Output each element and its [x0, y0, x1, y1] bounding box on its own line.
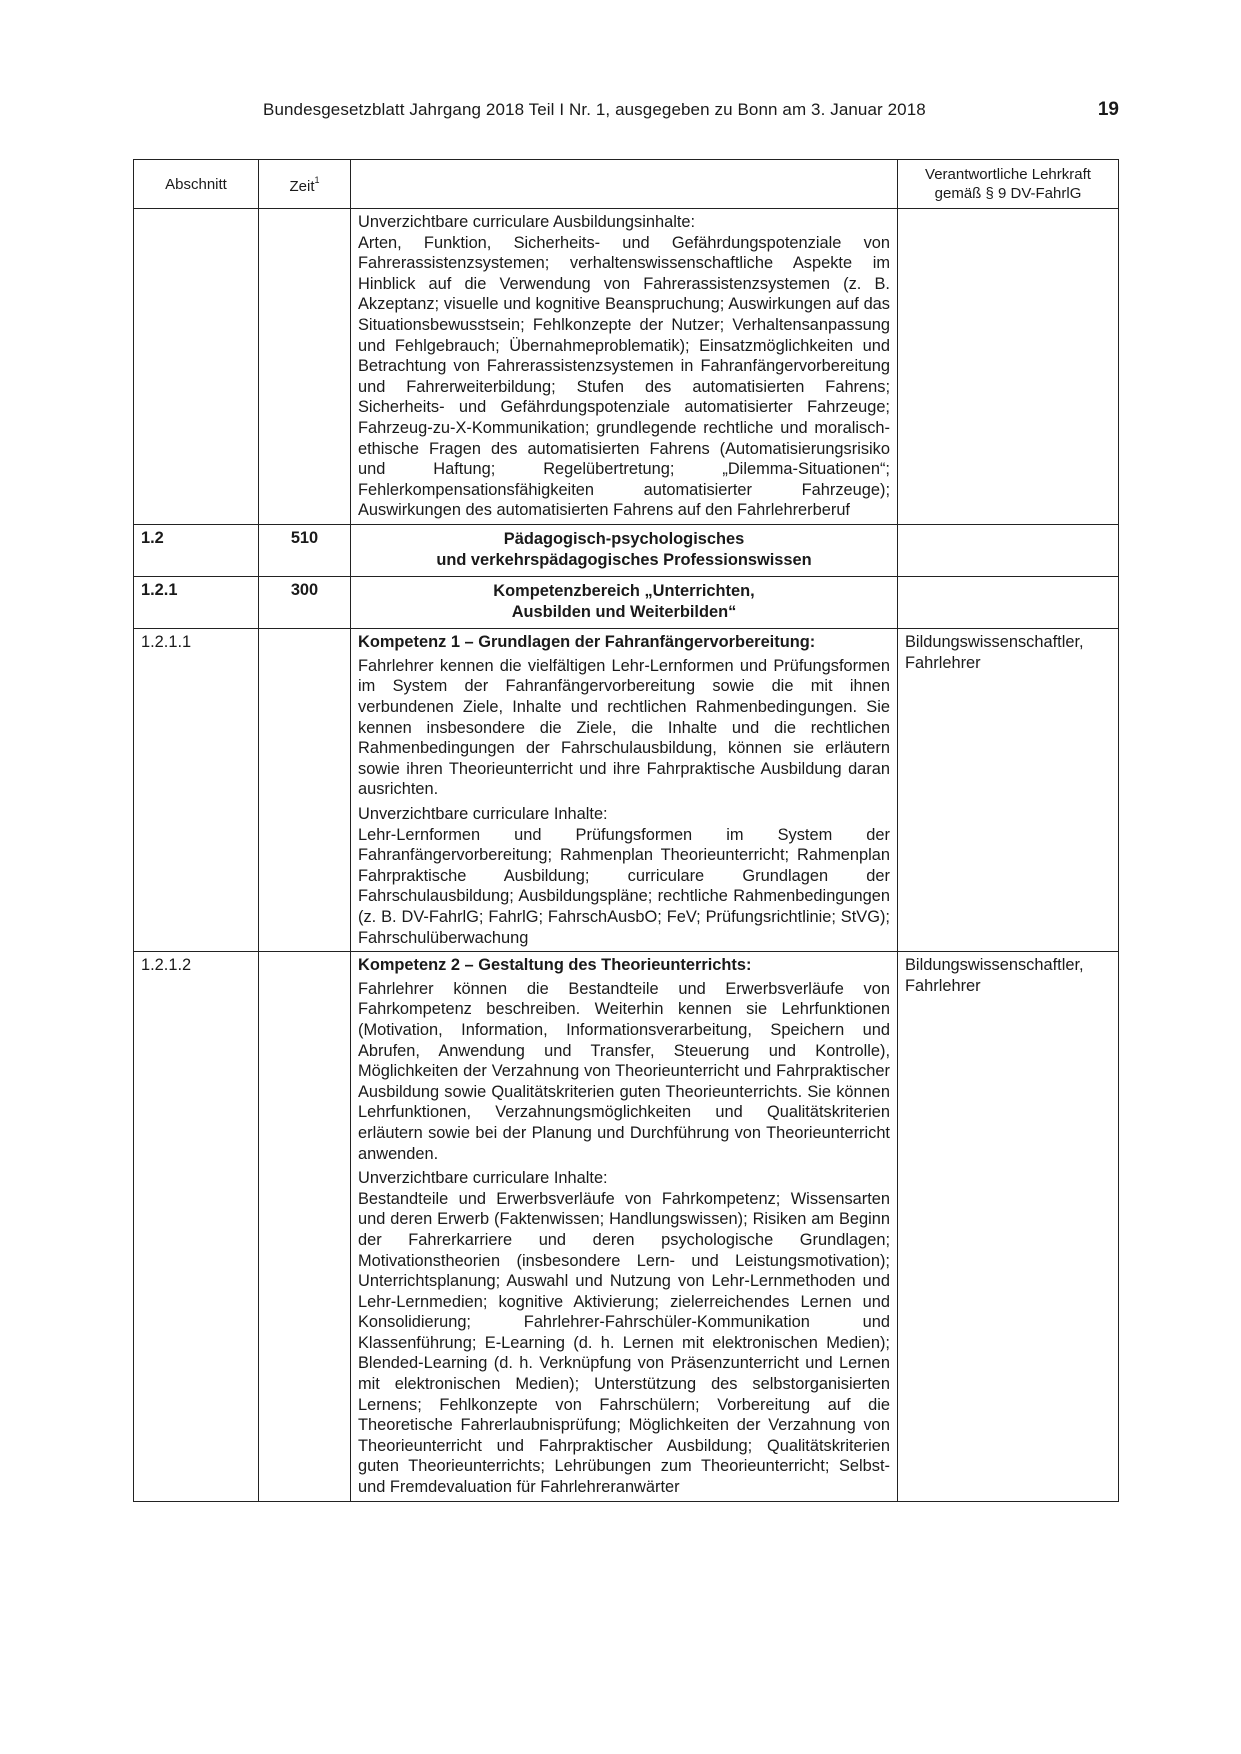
- inhalte-text: Bestandteile und Erwerbsverläufe von Fahrkompetenz; Wissensarten und deren Erwerb (Faktenwissen; Handlungswissen); Risiken am Beginn der Fahrerkarriere und deren psychologische Grundlagen; Motivationstheorien (insbesondere Lern- und Leistungsmotivation); Unterrichtsplanung; Auswahl und Nutzung von Lehr-Lernmethoden und Lehr-Lernmedien; kognitive Aktivierung; zielerreichendes Lernen und Konsolidierung; Fahrlehrer-Fahrschüler-Kommunikation und Klassenführung; E-Learning (d. h. Lernen mit elektronischen Medien); Blended-Learning (d. h. Verknüpfung von Präsenzunterricht und Lernen mit elektronischen Medien); Unterstützung des selbstorganisierten Lernens; Fehlkonzepte von Fahrschülern; Vorbereitung auf die Theoretische Fahrerlaubnisprüfung; Möglichkeiten der Verzahnung von Theorieunterricht und Fahrpraktischer Ausbildung; Qualitätskriterien guten Theorieunterrichts; Lehrübungen zum Theorieunterricht; Selbst- und Fremdevaluation für Fahrlehreranwärter: [358, 1189, 890, 1497]
- inhalte-intro: Unverzichtbare curriculare Inhalte:: [358, 1169, 608, 1188]
- header-zeit-label: Zeit: [289, 177, 315, 195]
- kompetenz-title: Kompetenz 1 – Grundlagen der Fahranfängervorbereitung:: [358, 633, 816, 652]
- cell-zeit: [259, 952, 351, 1501]
- header-lehrkraft: [898, 160, 1119, 209]
- cell-zeit: 300: [259, 577, 351, 629]
- cell-zeit: [259, 209, 351, 525]
- curriculum-table: [133, 159, 1119, 1502]
- section-heading: [351, 577, 898, 629]
- cell-lehrkraft: [898, 524, 1119, 576]
- lehrkraft-line1: Bildungswissenschaftler,: [905, 633, 1084, 652]
- inhalte-text: Lehr-Lernformen und Prüfungsformen im System der Fahranfängervorbereitung; Rahmenplan Theorieunterricht; Rahmenplan Fahrpraktische Ausbildung; curriculare Grundlagen der Fahrschulausbildung; Ausbildungspläne; rechtliche Rahmenbedingungen (z. B. DV-FahrlG; FahrlG; FahrschAusbO; FeV; Prüfungsrichtlinie; StVG); Fahrschulüberwachung: [358, 825, 890, 947]
- cell-inhalt: [351, 952, 898, 1501]
- cell-abschnitt: 1.2.1: [134, 577, 259, 629]
- header-zeit: [259, 160, 351, 209]
- section-heading: [351, 524, 898, 576]
- table-row: [134, 577, 1119, 629]
- table-row: [134, 524, 1119, 576]
- table-header-row: [134, 160, 1119, 209]
- section-heading-line1: Pädagogisch-psychologisches: [503, 529, 745, 548]
- header-lehrkraft-line2: gemäß § 9 DV-FahrlG: [934, 185, 1082, 202]
- inhalte-intro: Unverzichtbare curriculare Inhalte:: [358, 805, 608, 824]
- kompetenz-description: Fahrlehrer können die Bestandteile und Erwerbsverläufe von Fahrkompetenz beschreiben. Weiterhin kennen sie Lehrfunktionen (Motivation, Information, Informationsverarbeitung, Speichern und Abrufen, Anwendung und Transfer, Steuerung und Kontrolle), Möglichkeiten der Verzahnung von Theorieunterricht und Fahrpraktischer Ausbildung sowie Qualitätskriterien guten Theorieunterrichts. Sie können Lehrfunktionen, Verzahnungsmöglichkeiten und Qualitätskriterien erläutern sowie bei der Planung und Durchführung von Theorieunterricht anwenden.: [358, 979, 890, 1163]
- cell-inhalt: [351, 629, 898, 952]
- section-heading-line2: Ausbilden und Weiterbilden“: [511, 602, 737, 621]
- cell-lehrkraft: [898, 209, 1119, 525]
- cell-abschnitt: 1.2.1.1: [134, 629, 259, 952]
- inhalte-intro: Unverzichtbare curriculare Ausbildungsinhalte:: [358, 213, 696, 231]
- cell-abschnitt: 1.2.1.2: [134, 952, 259, 1501]
- cell-abschnitt: 1.2: [134, 524, 259, 576]
- cell-zeit: [259, 629, 351, 952]
- cell-lehrkraft: [898, 577, 1119, 629]
- cell-lehrkraft: [898, 952, 1119, 1501]
- cell-zeit: 510: [259, 524, 351, 576]
- header-lehrkraft-line1: Verantwortliche Lehrkraft: [925, 166, 1091, 183]
- page-header: [133, 100, 1119, 126]
- table-row: [134, 209, 1119, 525]
- lehrkraft-line2: Fahrlehrer: [905, 653, 981, 672]
- cell-inhalt: [351, 209, 898, 525]
- cell-lehrkraft: [898, 629, 1119, 952]
- header-abschnitt: Abschnitt: [134, 160, 259, 209]
- table-row: [134, 952, 1119, 1501]
- section-heading-line1: Kompetenzbereich „Unterrichten,: [493, 582, 755, 601]
- cell-abschnitt: [134, 209, 259, 525]
- footnote-marker: 1: [314, 174, 320, 185]
- table-row: [134, 629, 1119, 952]
- running-title: Bundesgesetzblatt Jahrgang 2018 Teil I Nr. 1, ausgegeben zu Bonn am 3. Januar 2018: [263, 100, 926, 119]
- lehrkraft-line2: Fahrlehrer: [905, 976, 981, 995]
- page-number: 19: [1097, 99, 1119, 120]
- inhalte-text: Arten, Funktion, Sicherheits- und Gefährdungspotenziale von Fahrerassistenzsystemen; verhaltenswissenschaftliche Aspekte im Hinblick auf die Verwendung von Fahrerassistenzsystemen (z. B. Akzeptanz; visuelle und kognitive Beanspruchung; Auswirkungen auf das Situationsbewusstsein; Fehlkonzepte der Nutzer; Verhaltensanpassung und Fehlgebrauch; Übernahmeproblematik); Einsatzmöglichkeiten und Betrachtung von Fahrerassistenzsystemen in Fahranfängervorbereitung und Fahrerweiterbildung; Stufen des automatisierten Fahrens; Sicherheits- und Gefährdungspotenziale automatisierter Fahrzeuge; Fahrzeug-zu-X-Kommunikation; grundlegende rechtliche und moralisch-ethische Fragen des automatisierten Fahrens (Automatisierungsrisiko und Haftung; Regelübertretung; „Dilemma-Situationen“; Fehlerkompensationsfähigkeiten automatisierter Fahrzeuge); Auswirkungen des automatisierten Fahrens auf den Fahrlehrerberuf: [358, 233, 890, 520]
- lehrkraft-line1: Bildungswissenschaftler,: [905, 956, 1084, 975]
- kompetenz-description: Fahrlehrer kennen die vielfältigen Lehr-Lernformen und Prüfungsformen im System der Fahranfängervorbereitung sowie die mit ihnen verbundenen Ziele, Inhalte und rechtlichen Rahmenbedingungen. Sie kennen insbesondere die Ziele, die Inhalte und die rechtlichen Rahmenbedingungen der Fahrschulausbildung, können sie erläutern sowie ihren Theorieunterricht und ihre Fahrpraktische Ausbildung daran ausrichten.: [358, 656, 890, 799]
- kompetenz-title: Kompetenz 2 – Gestaltung des Theorieunterrichts:: [358, 956, 752, 975]
- section-heading-line2: und verkehrspädagogisches Professionswissen: [436, 550, 812, 569]
- header-inhalt: [351, 160, 898, 209]
